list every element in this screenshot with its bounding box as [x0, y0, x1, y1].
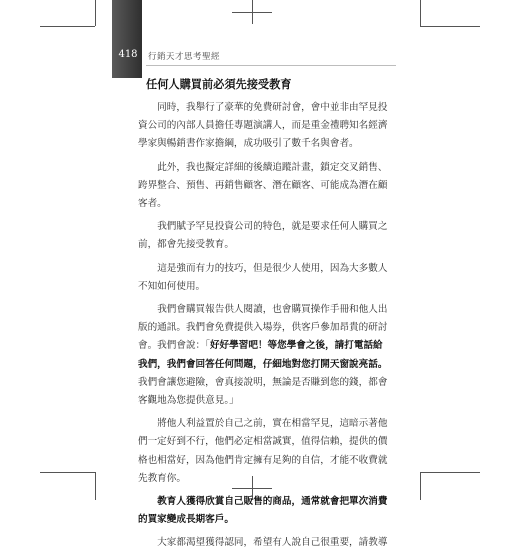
- paragraph-text: 我們會購買報告供人閱讀，也會購買操作手冊和他人出 版的通訊。我們會免費提供入場券，供客戶參加昂貴的研討 會。我們會說：「: [138, 304, 388, 352]
- paragraph: 這是強而有力的技巧，但是很少人使用，因為大多數人 不知如何使用。: [138, 262, 388, 292]
- header-rule: [146, 65, 396, 66]
- crop-mark: [95, 472, 96, 500]
- crop-mark: [420, 472, 480, 473]
- quoted-text-bold: 好好學習吧！等您學會之後，請打電話給 我們，我們會回答任何問題，仔細地對您打開天窗說亮話。: [138, 340, 388, 370]
- page-number-tab: [112, 0, 142, 78]
- paragraph-text: 我們會讓您避險，會真接說明，無論是否賺到您的錢，都會 客觀地為您提供意見。」: [138, 376, 388, 407]
- crop-mark: [420, 0, 421, 26]
- paragraph: 此外，我也擬定詳細的後續追蹤計畫，鎖定交叉銷售、 跨界整合、預售、再銷售顧客、潛在顧客、可能成為潛在顧 客者。: [138, 161, 388, 210]
- page-number: 418: [118, 49, 138, 60]
- paragraph: [138, 301, 396, 410]
- key-point-paragraph: 教育人獲得欣賞自己販售的商品，通常就會把單次消費 的買家變成長期客戶。: [138, 496, 388, 526]
- paragraph: 同時，我舉行了豪華的免費研討會，會中並非由罕見投 資公司的內部人員擔任專題演講人，而是重金禮聘知名經濟 學家與暢銷書作家擔綱，成功吸引了數千名與會者。: [138, 102, 388, 150]
- page-content: [138, 76, 396, 558]
- paragraph: 我們賦予罕見投資公司的特色，就是要求任何人購買之 前，都會先接受教育。: [138, 221, 388, 251]
- running-title: 行銷天才思考聖經: [148, 52, 221, 62]
- crop-mark: [95, 0, 96, 26]
- crop-mark: [40, 26, 95, 27]
- crop-mark: [420, 26, 480, 27]
- paragraph: 將他人利益置於自己之前，實在相當罕見，這暗示著他 們一定好到不行，他們必定相當誠實，值得信賴，提供的價 格也相當好，因為他們肯定擁有足夠的自信，才能不收費就 先教育你。: [138, 418, 388, 484]
- crop-mark: [232, 12, 272, 13]
- paragraph: 大家都渴望獲得認同，希望有人說自己很重要，請教導: [157, 537, 388, 549]
- section-heading: 任何人購買前必須先接受教育: [146, 77, 292, 91]
- crop-mark: [40, 472, 95, 473]
- crop-mark: [420, 472, 421, 500]
